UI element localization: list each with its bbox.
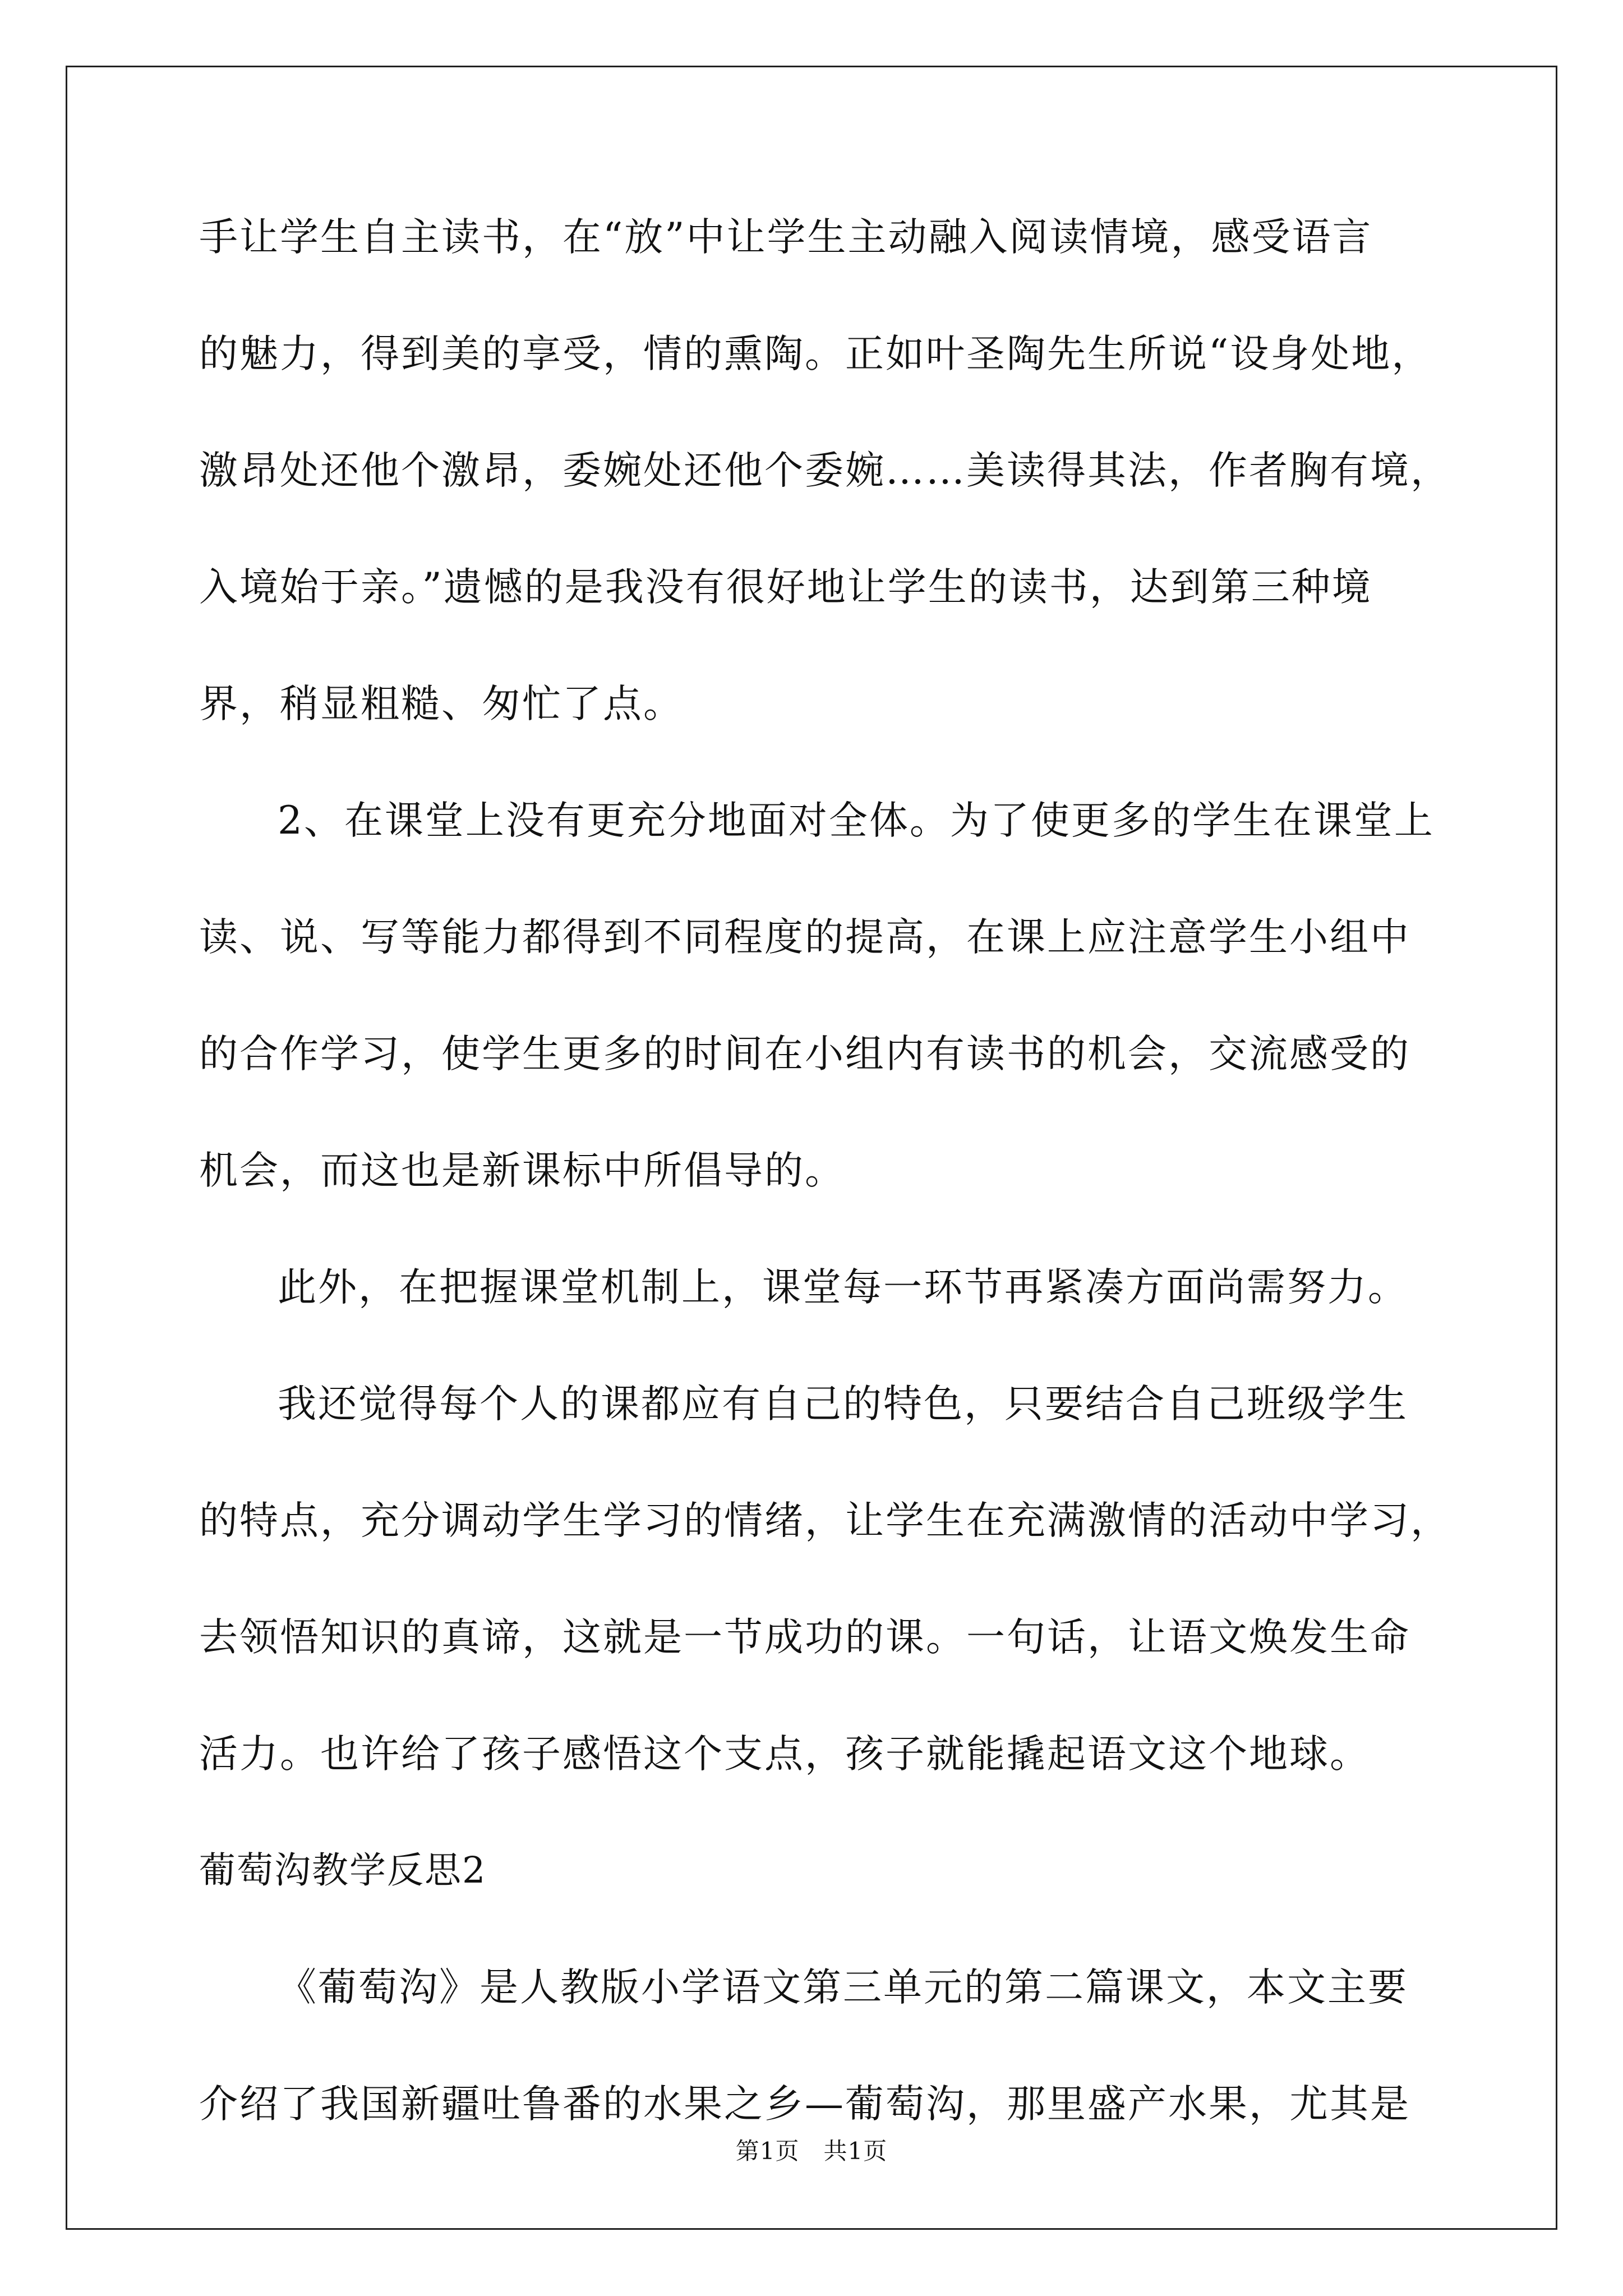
text-line: 的魅力，得到美的享受，情的熏陶。正如叶圣陶先生所说“设身处地， (199, 332, 1432, 376)
text-line: 激昂处还他个激昂，委婉处还他个委婉……美读得其法，作者胸有境， (199, 448, 1451, 493)
paragraph-start-line: 《葡萄沟》是人教版小学语文第三单元的第二篇课文，本文主要 (278, 1965, 1408, 2010)
document-body (199, 208, 1451, 2191)
text-line: 入境始于亲。”遗憾的是我没有很好地让学生的读书，达到第三种境 (199, 565, 1372, 610)
page-footer: 第1页 共1页 (735, 2137, 888, 2165)
text-line: 机会，而这也是新课标中所倡导的。 (199, 1148, 845, 1193)
paragraph-start-line: 此外，在把握课堂机制上，课堂每一环节再紧凑方面尚需努力。 (278, 1265, 1408, 1310)
text-line: 介绍了我国新疆吐鲁番的水果之乡—葡萄沟，那里盛产水果，尤其是 (199, 2082, 1410, 2127)
section-title: 葡萄沟教学反思2 (199, 1849, 487, 1892)
text-line: 的特点，充分调动学生学习的情绪，让学生在充满激情的活动中学习， (199, 1498, 1451, 1543)
text-line: 手让学生自主读书，在“放”中让学生主动融入阅读情境，感受语言 (199, 215, 1373, 260)
text-line: 界，稍显粗糙、匆忙了点。 (199, 682, 684, 726)
text-line: 读、说、写等能力都得到不同程度的提高，在课上应注意学生小组中 (199, 915, 1410, 960)
text-line: 活力。也许给了孩子感悟这个支点，孩子就能撬起语文这个地球。 (199, 1732, 1370, 1777)
paragraph-start-line: 2、在课堂上没有更充分地面对全体。为了使更多的学生在课堂上 (278, 798, 1435, 843)
text-line: 去领悟知识的真谛，这就是一节成功的课。一句话，让语文焕发生命 (199, 1615, 1410, 1660)
text-line: 的合作学习，使学生更多的时间在小组内有读书的机会，交流感受的 (199, 1032, 1410, 1076)
paragraph-start-line: 我还觉得每个人的课都应有自己的特色，只要结合自己班级学生 (278, 1382, 1408, 1427)
